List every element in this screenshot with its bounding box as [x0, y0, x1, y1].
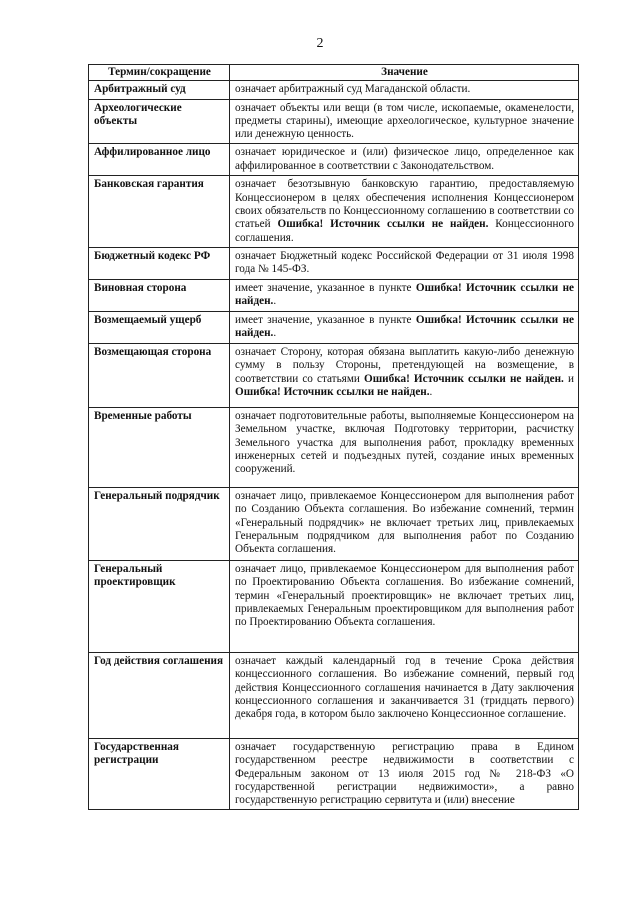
header-term: Термин/сокращение: [89, 65, 230, 81]
reference-error: Ошибка! Источник ссылки не найден.: [235, 385, 430, 398]
header-meaning: Значение: [230, 65, 579, 81]
table-row: [89, 176, 579, 247]
table-row: [89, 279, 579, 311]
term-cell: Бюджетный кодекс РФ: [89, 247, 230, 279]
definition-text: означает арбитражный суд Магаданской области.: [235, 83, 471, 96]
definition-text: означает подготовительные работы, выполняемые Концессионером на Земельном участке, включая Подготовку территории, расчистку Земельного участка для выполнения работ, прокладку временных инженерных сетей и подъездных путей, создание иных временных сооружений.: [235, 409, 574, 476]
definition-text: Концессионного соглашения.: [235, 218, 574, 244]
reference-error: Ошибка! Источник ссылки не найден.: [277, 218, 489, 231]
table-row: [89, 99, 579, 144]
term-cell: Генеральный проектировщик: [89, 560, 230, 652]
term-cell: Банковская гарантия: [89, 176, 230, 247]
term-cell: Год действия соглашения: [89, 652, 230, 738]
table-row: [89, 487, 579, 560]
definition-text: .: [429, 385, 433, 398]
terms-table: [88, 64, 579, 810]
table-header-row: [89, 65, 579, 81]
table-row: [89, 560, 579, 652]
reference-error: Ошибка! Источник ссылки не найден.: [235, 281, 575, 308]
definition-cell: [230, 279, 579, 311]
table-row: [89, 343, 579, 407]
definition-cell: [230, 176, 579, 247]
definition-cell: [230, 144, 579, 176]
definition-cell: [230, 343, 579, 407]
definition-text: означает лицо, привлекаемое Концессионером для выполнения работ по Созданию Объекта соглашения. Во избежание сомнений, термин «Генеральный подрядчик» не включает третьих лиц, привлекаемых Генеральным подрядчиком для выполнения работ по Созданию Объекта соглашения.: [235, 489, 574, 556]
definition-text: означает Сторону, которая обязана выплатить какую-либо денежную сумму в пользу Стороны, претендующей на возмещение, в соответствии со статьями: [235, 345, 574, 385]
term-cell: Генеральный подрядчик: [89, 487, 230, 560]
definition-cell: [230, 487, 579, 560]
definition-cell: [230, 407, 579, 487]
table-row: [89, 247, 579, 279]
term-cell: Археологические объекты: [89, 99, 230, 144]
term-cell: Возмещаемый ущерб: [89, 311, 230, 343]
reference-error: Ошибка! Источник ссылки не найден.: [364, 372, 564, 385]
definition-text: означает безотзывную банковскую гарантию, предоставляемую Концессионером в целях обеспечения исполнения Концессионером своих обязательств по Концессионному соглашению в соответствии со статьей: [235, 178, 574, 231]
table-row: [89, 407, 579, 487]
page-number: 2: [316, 36, 324, 51]
definition-text: имеет значение, указанное в пункте: [235, 313, 416, 326]
term-cell: Возмещающая сторона: [89, 343, 230, 407]
definition-cell: [230, 247, 579, 279]
term-cell: Государственная регистрации: [89, 738, 230, 809]
definition-text: и: [563, 372, 574, 385]
reference-error: Ошибка! Источник ссылки не найден.: [235, 313, 575, 340]
definition-text: означает каждый календарный год в течение Срока действия концессионного соглашения. Во избежание сомнений, первый год действия Концессионного соглашения начинается в Дату заключения концессионного соглашения и заканчивается 31 (тридцать первого) декабря года, в котором было заключено Концессионное соглашение.: [235, 654, 574, 721]
definition-cell: [230, 311, 579, 343]
definition-text: означает Бюджетный кодекс Российской Федерации от 31 июля 1998 года № 145-ФЗ.: [235, 249, 574, 276]
table-row: [89, 738, 579, 809]
definition-text: имеет значение, указанное в пункте: [235, 281, 416, 294]
definition-cell: [230, 99, 579, 144]
definition-text: означает объекты или вещи (в том числе, ископаемые, окаменелости, предметы старины), имеющие археологическое, культурное значение или денежную ценность.: [235, 101, 574, 141]
table-row: [89, 652, 579, 738]
definition-cell: [230, 560, 579, 652]
table-row: [89, 144, 579, 176]
term-cell: Временные работы: [89, 407, 230, 487]
definition-cell: [230, 738, 579, 809]
definition-cell: [230, 81, 579, 99]
term-cell: Арбитражный суд: [89, 81, 230, 99]
definition-text: означает лицо, привлекаемое Концессионером для выполнения работ по Проектированию Объекта соглашения. Во избежание сомнений, термин «Генеральный проектировщик» не включает третьих лиц, привлекаемых Генеральным проектировщиком для выполнения работ по Проектированию Объекта соглашения.: [235, 562, 574, 629]
definition-text: .: [273, 295, 277, 308]
term-cell: Аффилированное лицо: [89, 144, 230, 176]
definition-text: означает юридическое и (или) физическое лицо, определенное как аффилированное в соответствии с Законодательством.: [235, 146, 574, 172]
table-row: [89, 311, 579, 343]
definition-text: .: [273, 327, 277, 340]
definition-cell: [230, 652, 579, 738]
definition-text: означает государственную регистрацию права в Едином государственном реестре недвижимости в соответствии с Федеральным законом от 13 июля 2015 год № 218-ФЗ «О государственной регистрации недвижимости», а равно государственную регистрацию сервитута и (или) внесение: [235, 740, 574, 807]
table-row: [89, 81, 579, 99]
term-cell: Виновная сторона: [89, 279, 230, 311]
